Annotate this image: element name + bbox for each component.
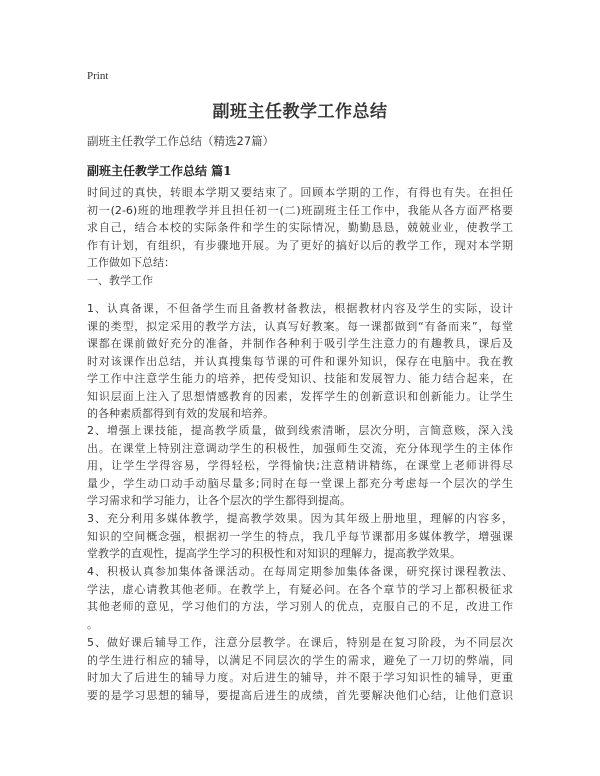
text-line: 出。在课堂上特别注意调动学生的积极性，加强师生交流，充分体现学生的主体作 — [87, 441, 513, 455]
text-line: 用，让学生学得容易，学得轻松，学得愉快;注意精讲精练，在课堂上老师讲得尽 — [87, 459, 513, 472]
text-line: 一、教学工作 — [87, 274, 153, 287]
paragraph-item-2 — [87, 422, 513, 510]
text-line: 的各种素质都得到有效的发展和培养。 — [87, 407, 274, 420]
text-line: 时间过的真快，转眼本学期又要结束了。回顾本学期的工作，有得也有失。在担任 — [87, 186, 513, 199]
text-line: 学法，虚心请教其他老师。在教学上，有疑必问。在各个章节的学习上都积极征求 — [87, 582, 513, 596]
paragraph-item-5 — [87, 634, 513, 704]
text-line: 要的是学习思想的辅导，要提高后进生的成绩，首先要解决他们心结，让他们意识 — [87, 688, 513, 702]
paragraph-item-1 — [87, 300, 513, 423]
text-line: 堂教学的直观性，提高学生学习的积极性和对知识的理解力，提高教学效果。 — [87, 547, 461, 560]
text-line: 初一(2-6)班的地理教学并且担任初一(二)班副班主任工作中，我能从各方面严格要 — [87, 203, 513, 217]
text-line: 时加大了后进生的辅导力度。对后进生的辅导，并不限于学习知识性的辅导，更重 — [87, 671, 513, 684]
section-heading: 副班主任教学工作总结 篇1 — [87, 164, 232, 178]
text-line: 学习需求和学习能力，让各个层次的学生都得到提高。 — [87, 494, 351, 507]
text-line: 其他老师的意见，学习他们的方法，学习别人的优点，克服自己的不足，改进工作 — [87, 600, 513, 613]
text-line: 时对该课作出总结，并认真搜集每节课的可件和课外知识，保存在电脑中。我在教 — [87, 354, 513, 368]
text-line: 2、增强上课技能，提高教学质量，做到线索清晰，层次分明，言简意赅，深入浅 — [87, 424, 513, 437]
paragraph-item-4 — [87, 563, 513, 633]
text-line: 工作做如下总结： — [87, 256, 175, 269]
paragraph-heading-teaching — [87, 272, 513, 290]
text-line: 4、积极认真参加集体备课活动。在每周定期参加集体备课，研究探讨课程教法、 — [87, 565, 513, 578]
text-line: 求自己，结合本校的实际条件和学生的实际情况，勤勤恳恳，兢兢业业，使教学工 — [87, 221, 513, 234]
text-line: 3、充分利用多媒体教学，提高教学效果。因为其年级上册地里，理解的内容多， — [87, 512, 513, 525]
paragraph-item-3 — [87, 510, 513, 563]
text-line: 课的类型，拟定采用的教学方法，认真写好教案。每一课都做到“有备而来”，每堂 — [87, 319, 513, 333]
text-line: 作有计划，有组织，有步骤地开展。为了更好的搞好以后的教学工作，现对本学期 — [87, 238, 513, 252]
text-line: 知识的空间概念强，根据初一学生的特点，我几乎每节课都用多媒体教学，增强课 — [87, 529, 513, 543]
text-line: 课都在课前做好充分的准备，并制作各种利于吸引学生注意力的有趣教具，课后及 — [87, 337, 513, 350]
text-line: 知识层面上注入了思想情感教育的因素，发挥学生的创新意识和创新能力。让学生 — [87, 389, 513, 403]
document-title: 副班主任教学工作总结 — [212, 102, 388, 122]
text-line: 5、做好课后辅导工作，注意分层教学。在课后，特别是在复习阶段，为不同层次 — [87, 636, 513, 649]
print-label[interactable]: Print — [87, 70, 109, 82]
text-line: 量少，学生动口动手动脑尽量多;同时在每一堂课上都充分考虑每一个层次的学生 — [87, 476, 513, 490]
text-line: 的学生进行相应的辅导，以满足不同层次的学生的需求，避免了一刀切的弊端，同 — [87, 653, 513, 667]
text-line: 。 — [87, 617, 98, 631]
paragraph-intro — [87, 184, 513, 272]
text-line: 学工作中注意学生能力的培养，把传受知识、技能和发展智力、能力结合起来，在 — [87, 372, 513, 385]
document-subtitle: 副班主任教学工作总结（精选27篇） — [87, 134, 275, 148]
text-line: 1、认真备课，不但备学生而且备教材备教法，根据教材内容及学生的实际，设计 — [87, 302, 513, 315]
